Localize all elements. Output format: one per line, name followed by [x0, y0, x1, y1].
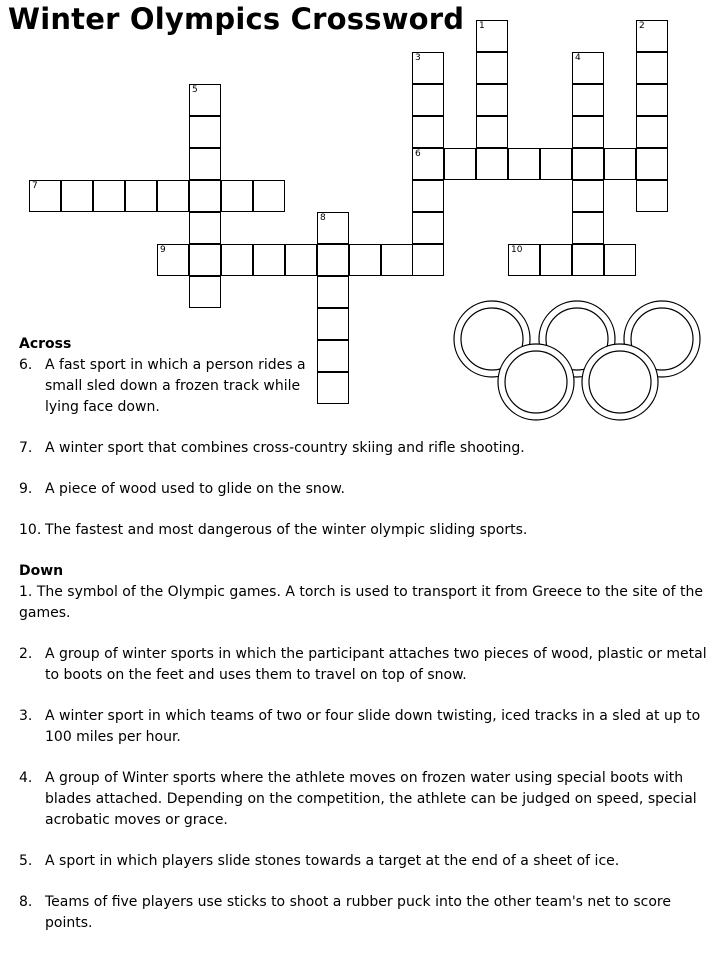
- clue-text: The symbol of the Olympic games. A torch is used to transport it from Greece to the site of the games.: [19, 584, 704, 621]
- clue-number-label: 9.: [19, 481, 33, 497]
- crossword-cell[interactable]: [572, 148, 604, 180]
- crossword-cell[interactable]: [29, 180, 61, 212]
- clue-number: 8: [320, 213, 326, 223]
- down-clue: [19, 582, 709, 624]
- down-heading: Down: [19, 563, 64, 579]
- crossword-cell[interactable]: [412, 212, 444, 244]
- across-clue: [19, 438, 709, 459]
- clue-text: A sport in which players slide stones towards a target at the end of a sheet of ice.: [45, 853, 620, 869]
- clue-number: 5: [192, 85, 198, 95]
- crossword-cell[interactable]: [412, 180, 444, 212]
- crossword-cell[interactable]: [317, 244, 349, 276]
- across-clue: [19, 520, 709, 541]
- crossword-cell[interactable]: [221, 180, 253, 212]
- clue-number-label: 8.: [19, 894, 33, 910]
- crossword-cell[interactable]: [444, 148, 476, 180]
- crossword-cell[interactable]: [93, 180, 125, 212]
- crossword-cell[interactable]: [157, 244, 189, 276]
- crossword-cell[interactable]: [317, 212, 349, 244]
- crossword-cell[interactable]: [189, 84, 221, 116]
- crossword-cell[interactable]: [572, 52, 604, 84]
- down-clue: [19, 644, 709, 686]
- crossword-cell[interactable]: [636, 52, 668, 84]
- clue-number-label: 6.: [19, 357, 33, 373]
- crossword-cell[interactable]: [508, 148, 540, 180]
- clue-number: 1: [479, 21, 485, 31]
- clues-section: [19, 334, 709, 934]
- clue-number: 9: [160, 245, 166, 255]
- clue-text: A group of Winter sports where the athlete moves on frozen water using special boots with blades attached. Depending on the competition, the athlete can be judged on speed, special acrobatic moves or grace.: [45, 770, 697, 828]
- crossword-cell[interactable]: [572, 244, 604, 276]
- clue-text: A group of winter sports in which the participant attaches two pieces of wood, plastic or metal to boots on the feet and uses them to travel on top of snow.: [45, 646, 707, 683]
- crossword-cell[interactable]: [412, 84, 444, 116]
- crossword-cell[interactable]: [476, 116, 508, 148]
- crossword-cell[interactable]: [572, 84, 604, 116]
- clue-number-label: 1.: [19, 584, 33, 600]
- crossword-cell[interactable]: [476, 20, 508, 52]
- crossword-cell[interactable]: [636, 180, 668, 212]
- crossword-cell[interactable]: [253, 180, 285, 212]
- crossword-cell[interactable]: [540, 244, 572, 276]
- clue-number-label: 2.: [19, 646, 33, 662]
- down-clue: [19, 892, 709, 934]
- crossword-cell[interactable]: [189, 180, 221, 212]
- crossword-cell[interactable]: [412, 116, 444, 148]
- clue-number: 6: [415, 149, 421, 159]
- clue-number: 10: [511, 245, 523, 255]
- clue-number-label: 7.: [19, 440, 33, 456]
- down-clue: [19, 768, 709, 831]
- clue-number: 7: [32, 181, 38, 191]
- crossword-cell[interactable]: [189, 148, 221, 180]
- crossword-cell[interactable]: [604, 244, 636, 276]
- crossword-cell[interactable]: [540, 148, 572, 180]
- crossword-cell[interactable]: [476, 52, 508, 84]
- crossword-cell[interactable]: [381, 244, 413, 276]
- across-clue: [19, 479, 709, 500]
- crossword-cell[interactable]: [221, 244, 253, 276]
- crossword-cell[interactable]: [508, 244, 540, 276]
- across-heading: Across: [19, 336, 72, 352]
- clue-text: The fastest and most dangerous of the winter olympic sliding sports.: [45, 522, 528, 538]
- crossword-cell[interactable]: [349, 244, 381, 276]
- crossword-cell[interactable]: [189, 116, 221, 148]
- crossword-cell[interactable]: [476, 148, 508, 180]
- page-title: Winter Olympics Crossword: [8, 2, 465, 36]
- clue-number: 4: [575, 53, 581, 63]
- crossword-cell[interactable]: [125, 180, 157, 212]
- clue-text: A winter sport that combines cross-country skiing and rifle shooting.: [45, 440, 525, 456]
- clue-number: 3: [415, 53, 421, 63]
- crossword-cell[interactable]: [476, 84, 508, 116]
- clue-text: A piece of wood used to glide on the snow.: [45, 481, 345, 497]
- crossword-cell[interactable]: [189, 212, 221, 244]
- clue-number: 2: [639, 21, 645, 31]
- clue-number-label: 5.: [19, 853, 33, 869]
- down-clue: [19, 706, 709, 748]
- crossword-cell[interactable]: [412, 244, 444, 276]
- crossword-cell[interactable]: [317, 276, 349, 308]
- crossword-cell[interactable]: [604, 148, 636, 180]
- crossword-cell[interactable]: [572, 180, 604, 212]
- clue-text: A winter sport in which teams of two or four slide down twisting, iced tracks in a sled at up to 100 miles per hour.: [45, 708, 701, 745]
- crossword-cell[interactable]: [636, 116, 668, 148]
- clue-number-label: 3.: [19, 708, 33, 724]
- crossword-cell[interactable]: [636, 148, 668, 180]
- clue-number-label: 10.: [19, 522, 42, 538]
- crossword-cell[interactable]: [285, 244, 317, 276]
- crossword-cell[interactable]: [636, 20, 668, 52]
- crossword-cell[interactable]: [572, 116, 604, 148]
- across-clue: [19, 355, 309, 418]
- clue-text: Teams of five players use sticks to shoot a rubber puck into the other team's net to score points.: [45, 894, 671, 931]
- crossword-cell[interactable]: [412, 148, 444, 180]
- crossword-cell[interactable]: [572, 212, 604, 244]
- crossword-cell[interactable]: [253, 244, 285, 276]
- down-clue: [19, 851, 709, 872]
- crossword-cell[interactable]: [189, 276, 221, 308]
- clue-number-label: 4.: [19, 770, 33, 786]
- crossword-cell[interactable]: [636, 84, 668, 116]
- crossword-cell[interactable]: [189, 244, 221, 276]
- crossword-cell[interactable]: [61, 180, 93, 212]
- crossword-cell[interactable]: [412, 52, 444, 84]
- crossword-cell[interactable]: [157, 180, 189, 212]
- clue-text: A fast sport in which a person rides a small sled down a frozen track while lying face down.: [45, 357, 306, 415]
